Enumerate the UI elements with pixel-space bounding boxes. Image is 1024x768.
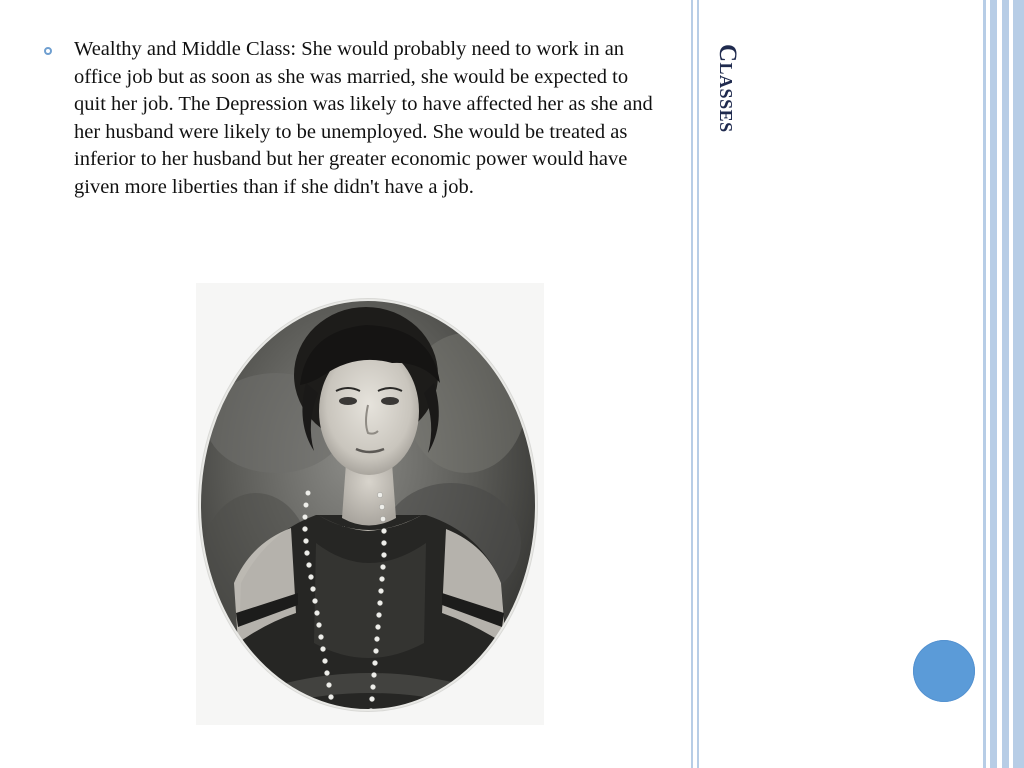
divider-line [697, 0, 699, 768]
bullet-item [40, 36, 662, 201]
blue-circle-icon [913, 640, 975, 702]
bullet-text: Wealthy and Middle Class: She would probably need to work in an office job but as soon as she was married, she would be expected to quit her job. The Depression was likely to have affected her as she and her husband were likely to be unemployed. She would be treated as inferior to her husband but her greater economic power would have given more liberties than if she didn't have a job. [74, 38, 653, 198]
slide-title: Classes [714, 44, 741, 133]
hollow-circle-bullet-icon [44, 47, 52, 55]
decorative-stripe [990, 0, 997, 768]
decorative-stripe [1002, 0, 1009, 768]
slide-body [40, 36, 662, 201]
decorative-stripe [983, 0, 986, 768]
decorative-stripe [1013, 0, 1024, 768]
divider-line [691, 0, 693, 768]
portrait-photo [196, 283, 544, 725]
